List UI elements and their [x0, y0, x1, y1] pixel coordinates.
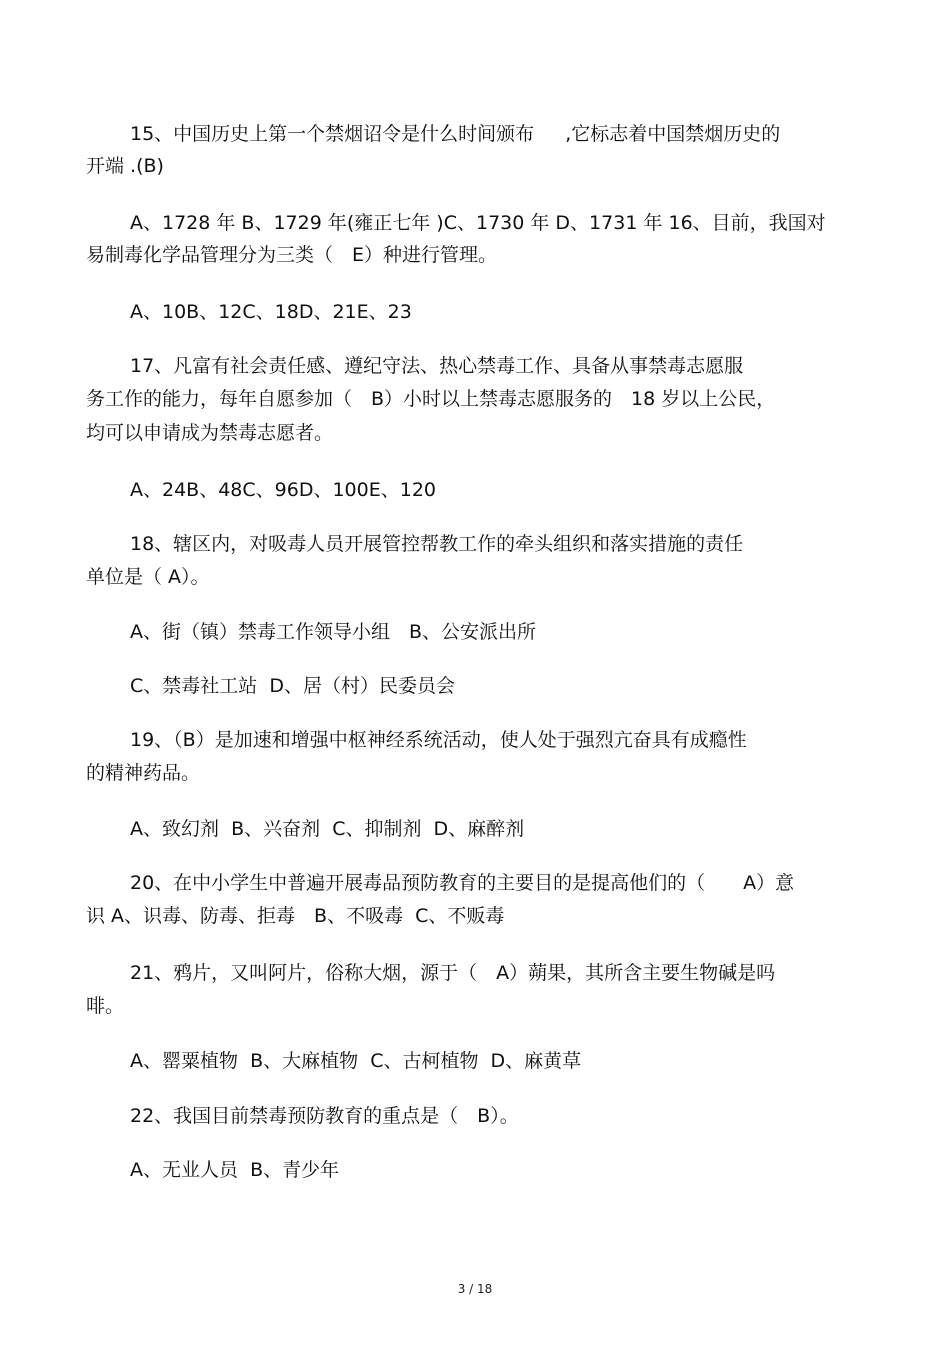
question-15-line-2: 开端 .(B) [86, 155, 164, 177]
question-20-line-2: 识 A、识毒、防毒、拒毒 B、不吸毒 C、不贩毒 [86, 905, 505, 927]
question-18-options-line-1: A、街（镇）禁毒工作领导小组 B、公安派出所 [130, 621, 537, 643]
question-19-line-2: 的精神药品。 [86, 762, 201, 784]
question-22-line: 22、我国目前禁毒预防教育的重点是（ B）。 [130, 1105, 519, 1127]
question-18-line-1: 18、辖区内，对吸毒人员开展管控帮教工作的牵头组织和落实措施的责任 [130, 533, 744, 555]
question-21-line-1: 21、鸦片，又叫阿片，俗称大烟，源于（ A）蒴果，其所含主要生物碱是吗 [130, 962, 776, 984]
question-15-line-1: 15、中国历史上第一个禁烟诏令是什么时间颁布 ,它标志着中国禁烟历史的 [130, 123, 781, 145]
question-16-options: A、10B、12C、18D、21E、23 [130, 301, 412, 323]
question-17-line-2: 务工作的能力，每年自愿参加（ B）小时以上禁毒志愿服务的 18 岁以上公民， [86, 388, 776, 410]
question-20-line-1: 20、在中小学生中普遍开展毒品预防教育的主要目的是提高他们的（ A）意 [130, 872, 795, 894]
question-17-line-1: 17、凡富有社会责任感、遵纪守法、热心禁毒工作、具备从事禁毒志愿服 [130, 355, 744, 377]
question-19-line-1: 19、（B）是加速和增强中枢神经系统活动，使人处于强烈亢奋具有成瘾性 [130, 729, 747, 751]
question-19-options: A、致幻剂 B、兴奋剂 C、抑制剂 D、麻醉剂 [130, 818, 525, 840]
question-22-options: A、无业人员 B、青少年 [130, 1159, 340, 1181]
question-21-line-2: 啡。 [86, 995, 125, 1017]
question-17-options: A、24B、48C、96D、100E、120 [130, 479, 436, 501]
question-21-options: A、罂粟植物 B、大麻植物 C、古柯植物 D、麻黄草 [130, 1050, 582, 1072]
question-16-line: 易制毒化学品管理分为三类（ E）种进行管理。 [86, 244, 498, 266]
question-17-line-3: 均可以申请成为禁毒志愿者。 [86, 422, 334, 444]
question-18-line-2: 单位是（ A）。 [86, 566, 210, 588]
page-number: 3 / 18 [457, 1282, 493, 1296]
question-15-options-line: A、1728 年 B、1729 年(雍正七年 )C、1730 年 D、1731 年 16、目前，我国对 [130, 212, 826, 234]
question-18-options-line-2: C、禁毒社工站 D、居（村）民委员会 [130, 675, 455, 697]
